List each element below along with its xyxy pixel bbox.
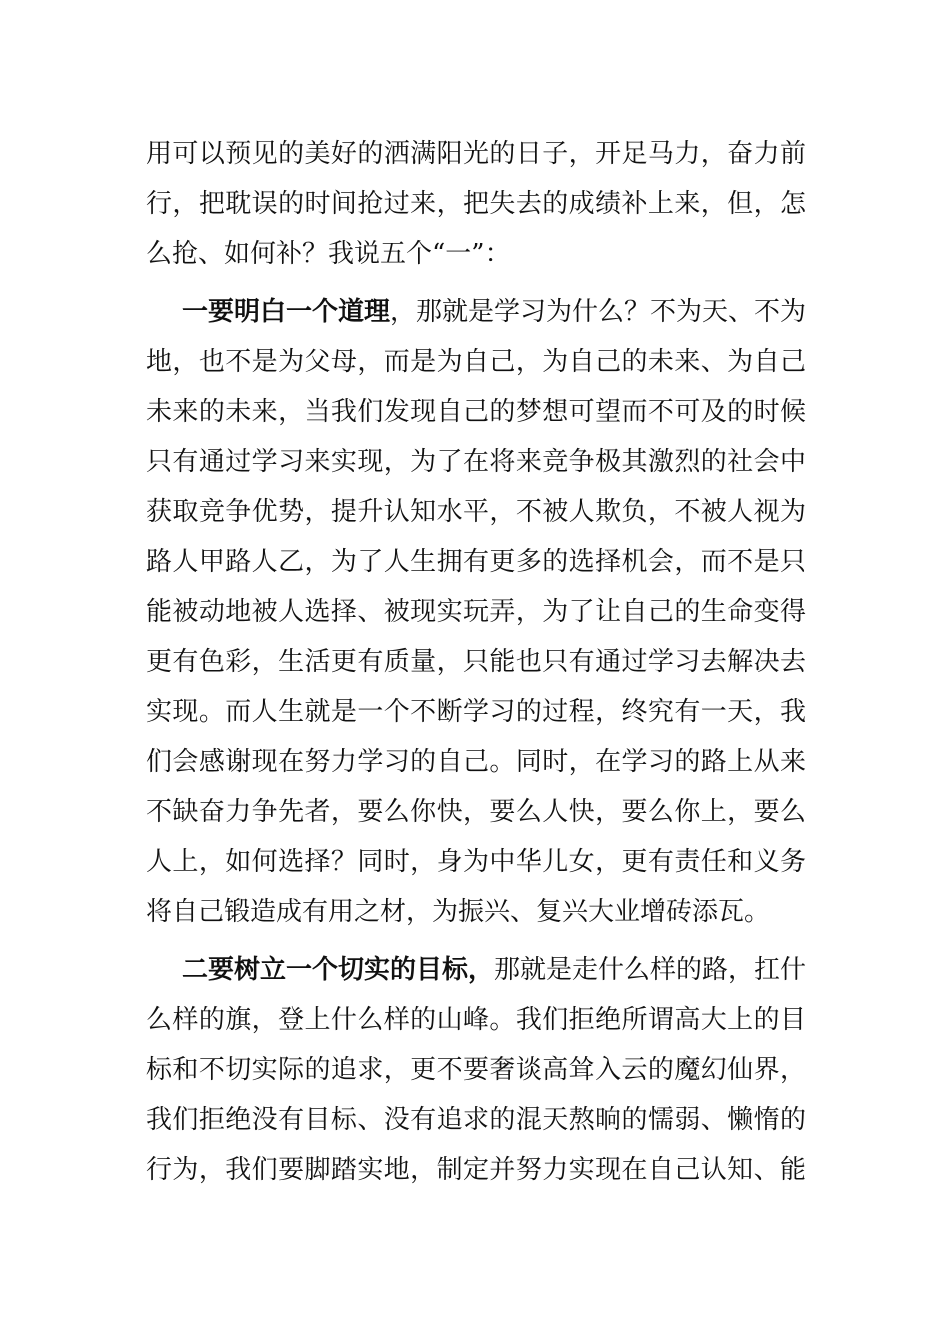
paragraph-line: 们会感谢现在努力学习的自己。同时，在学习的路上从来: [146, 747, 806, 777]
paragraph-line: 实现。而人生就是一个不断学习的过程，终究有一天，我: [146, 697, 806, 727]
paragraph-line: 未来的未来，当我们发现自己的梦想可望而不可及的时候: [146, 397, 806, 427]
paragraph-line: 不缺奋力争先者，要么你快，要么人快，要么你上，要么: [146, 797, 806, 827]
section-heading: 二要树立一个切实的目标，: [182, 955, 495, 985]
paragraph-line: 行，把耽误的时间抢过来，把失去的成绩补上来，但，怎: [146, 189, 806, 219]
paragraph-line: 我们拒绝没有目标、没有追求的混天熬晌的懦弱、懒惰的: [146, 1105, 806, 1135]
paragraph-line: 标和不切实际的追求，更不要奢谈高耸入云的魔幻仙界，: [146, 1055, 806, 1085]
paragraph-first-line: [182, 295, 806, 329]
paragraph-line: 人上，如何选择？同时，身为中华儿女，更有责任和义务: [146, 847, 806, 877]
section-heading: 一要明白一个道理: [182, 297, 391, 327]
paragraph-line: 地，也不是为父母，而是为自己，为自己的未来、为自己: [146, 347, 806, 377]
paragraph-text: 那就是走什么样的路，扛什: [494, 955, 807, 985]
paragraph-line: 行为，我们要脚踏实地，制定并努力实现在自己认知、能: [146, 1155, 806, 1185]
paragraph-text: ，那就是学习为什么？不为天、不为: [390, 297, 807, 327]
paragraph-line: 么样的旗，登上什么样的山峰。我们拒绝所谓高大上的目: [146, 1005, 806, 1035]
paragraph-line: 能被动地被人选择、被现实玩弄，为了让自己的生命变得: [146, 597, 806, 627]
paragraph-line: 路人甲路人乙，为了人生拥有更多的选择机会，而不是只: [146, 547, 806, 577]
paragraph-line: 更有色彩，生活更有质量，只能也只有通过学习去解决去: [146, 647, 806, 677]
paragraph-line: 将自己锻造成有用之材，为振兴、复兴大业增砖添瓦。: [146, 897, 771, 927]
paragraph-line: 只有通过学习来实现，为了在将来竞争极其激烈的社会中: [146, 447, 806, 477]
paragraph-line: 获取竞争优势，提升认知水平，不被人欺负，不被人视为: [146, 497, 806, 527]
paragraph-line: 用可以预见的美好的洒满阳光的日子，开足马力，奋力前: [146, 139, 806, 169]
paragraph-first-line: [182, 953, 806, 987]
paragraph-line: 么抢、如何补？我说五个“一”：: [146, 239, 511, 269]
